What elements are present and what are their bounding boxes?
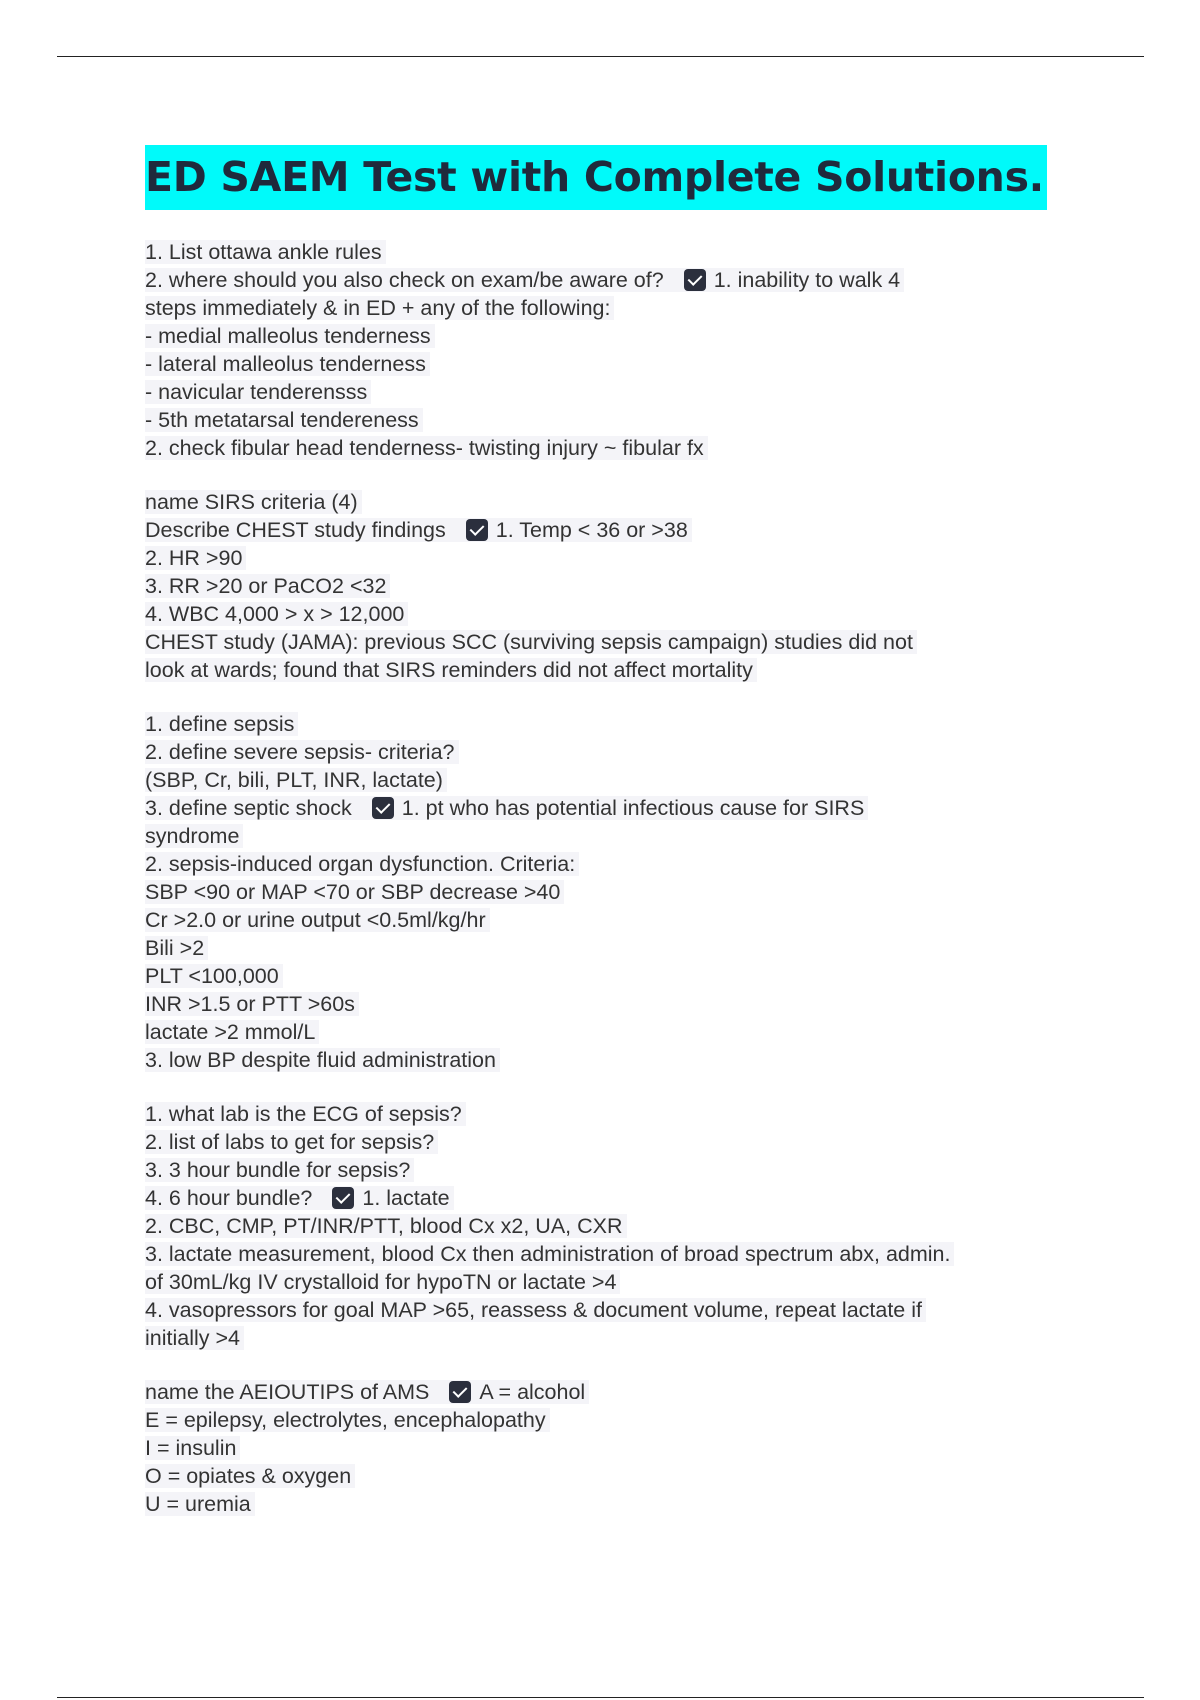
answer-line: of 30mL/kg IV crystalloid for hypoTN or lactate >4: [145, 1268, 1065, 1296]
question-line: 2. list of labs to get for sepsis?: [145, 1128, 1065, 1156]
question-line: (SBP, Cr, bili, PLT, INR, lactate): [145, 766, 1065, 794]
question-line: 1. define sepsis: [145, 710, 1065, 738]
answer-text: 1. pt who has potential infectious cause for SIRS: [401, 796, 865, 820]
answer-text: 1. inability to walk 4: [713, 268, 901, 292]
answer-line: initially >4: [145, 1324, 1065, 1352]
answer-text: A = alcohol: [479, 1380, 586, 1404]
checkbox-checked-icon: [684, 269, 706, 291]
answer-line: lactate >2 mmol/L: [145, 1018, 1065, 1046]
answer-line: 3. lactate measurement, blood Cx then administration of broad spectrum abx, admin.: [145, 1240, 1065, 1268]
question-line: 3. 3 hour bundle for sepsis?: [145, 1156, 1065, 1184]
top-rule: [57, 56, 1144, 57]
question-line: Describe CHEST study findings 1. Temp < 36 or >38: [145, 516, 1065, 544]
answer-line: 2. check fibular head tenderness- twisting injury ~ fibular fx: [145, 434, 1065, 462]
qa-block: [145, 1100, 1065, 1352]
answer-line: look at wards; found that SIRS reminders did not affect mortality: [145, 656, 1065, 684]
question-line: 3. define septic shock 1. pt who has potential infectious cause for SIRS: [145, 794, 1065, 822]
answer-text: 1. Temp < 36 or >38: [495, 518, 688, 542]
checkbox-checked-icon: [372, 797, 394, 819]
page-title: ED SAEM Test with Complete Solutions.: [145, 145, 1047, 210]
qa-block: [145, 1378, 1065, 1518]
answer-line: syndrome: [145, 822, 1065, 850]
question-line: 1. List ottawa ankle rules: [145, 238, 1065, 266]
answer-line: E = epilepsy, electrolytes, encephalopathy: [145, 1406, 1065, 1434]
answer-line: 2. HR >90: [145, 544, 1065, 572]
answer-line: - 5th metatarsal tendereness: [145, 406, 1065, 434]
answer-line: Bili >2: [145, 934, 1065, 962]
question-line: 2. where should you also check on exam/be aware of? 1. inability to walk 4: [145, 266, 1065, 294]
bottom-rule: [57, 1697, 1144, 1698]
answer-line: Cr >2.0 or urine output <0.5ml/kg/hr: [145, 906, 1065, 934]
answer-line: O = opiates & oxygen: [145, 1462, 1065, 1490]
answer-line: SBP <90 or MAP <70 or SBP decrease >40: [145, 878, 1065, 906]
answer-line: 3. low BP despite fluid administration: [145, 1046, 1065, 1074]
answer-line: 2. sepsis-induced organ dysfunction. Criteria:: [145, 850, 1065, 878]
answer-line: 4. vasopressors for goal MAP >65, reassess & document volume, repeat lactate if: [145, 1296, 1065, 1324]
question-line: name the AEIOUTIPS of AMS A = alcohol: [145, 1378, 1065, 1406]
answer-line: - navicular tenderensss: [145, 378, 1065, 406]
answer-line: - medial malleolus tenderness: [145, 322, 1065, 350]
checkbox-checked-icon: [332, 1187, 354, 1209]
answer-line: 4. WBC 4,000 > x > 12,000: [145, 600, 1065, 628]
answer-line: 2. CBC, CMP, PT/INR/PTT, blood Cx x2, UA, CXR: [145, 1212, 1065, 1240]
answer-line: steps immediately & in ED + any of the following:: [145, 294, 1065, 322]
answer-text: 1. lactate: [362, 1186, 450, 1210]
answer-line: INR >1.5 or PTT >60s: [145, 990, 1065, 1018]
qa-block: [145, 238, 1065, 462]
answer-line: - lateral malleolus tenderness: [145, 350, 1065, 378]
question-line: 4. 6 hour bundle? 1. lactate: [145, 1184, 1065, 1212]
answer-line: U = uremia: [145, 1490, 1065, 1518]
answer-line: 3. RR >20 or PaCO2 <32: [145, 572, 1065, 600]
answer-line: I = insulin: [145, 1434, 1065, 1462]
question-line: name SIRS criteria (4): [145, 488, 1065, 516]
checkbox-checked-icon: [449, 1381, 471, 1403]
document-body: [145, 238, 1065, 1518]
answer-line: CHEST study (JAMA): previous SCC (surviving sepsis campaign) studies did not: [145, 628, 1065, 656]
qa-block: [145, 710, 1065, 1074]
checkbox-checked-icon: [466, 519, 488, 541]
question-line: 1. what lab is the ECG of sepsis?: [145, 1100, 1065, 1128]
answer-line: PLT <100,000: [145, 962, 1065, 990]
qa-block: [145, 488, 1065, 684]
question-line: 2. define severe sepsis- criteria?: [145, 738, 1065, 766]
